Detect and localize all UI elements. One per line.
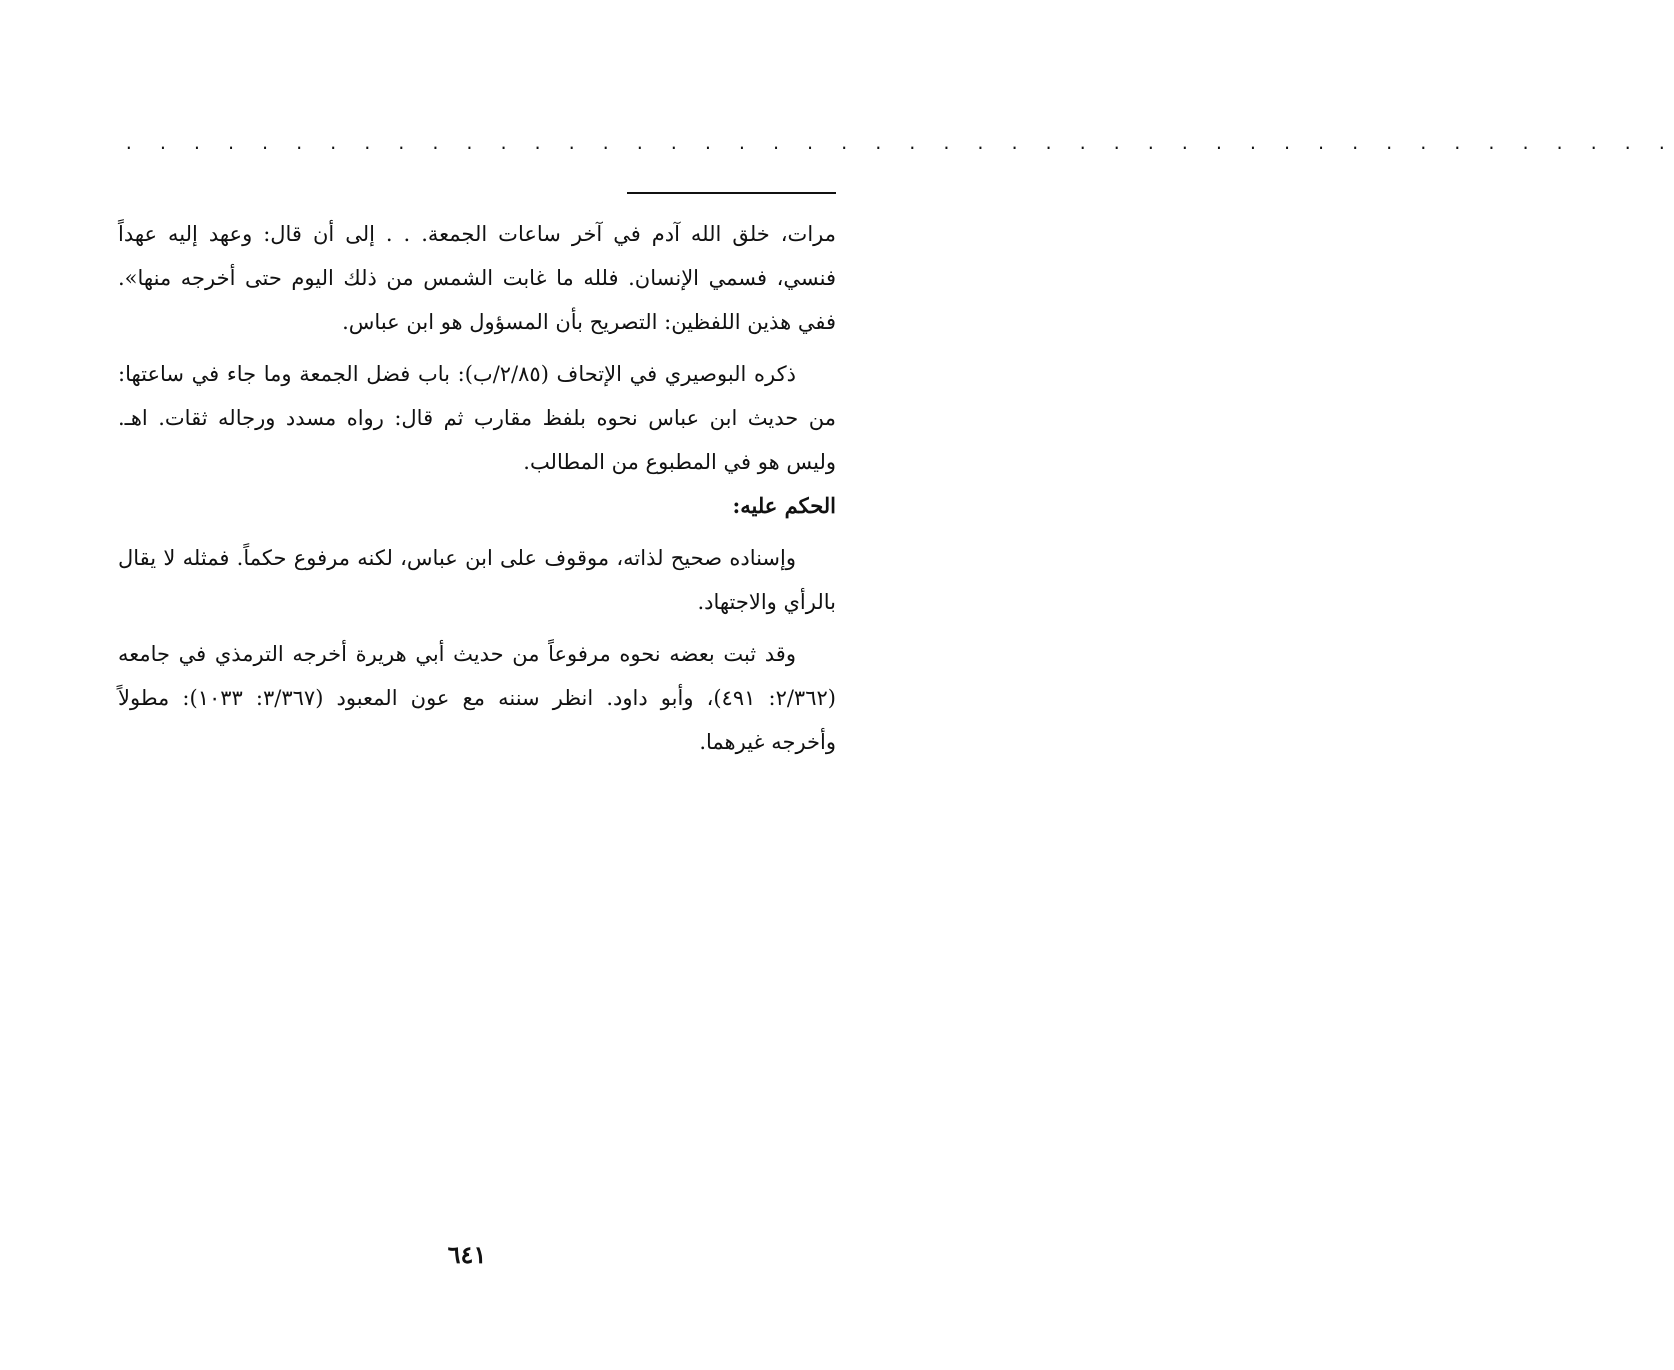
paragraph-continuation: مرات، خلق الله آدم في آخر ساعات الجمعة. . . إلى أن قال: وعهد إليه عهداً فنسي، فسمي الإنسان. فلله ما غابت الشمس من ذلك اليوم حتى أخرجه منها». ففي هذين اللفظين: التصريح بأن المسؤول هو ابن عباس. xyxy=(118,222,836,334)
section-separator-dots: . . . . . . . . . . . . . . . . . . . . . . . . . . . . . . . . . . . . . . . . . . . . . . xyxy=(124,134,1674,153)
footnote-rule xyxy=(627,192,836,194)
section-heading-ruling: الحكم عليه: xyxy=(732,493,836,518)
paragraph-ruling: وإسناده صحيح لذاته، موقوف على ابن عباس، لكنه مرفوع حكماً. فمثله لا يقال بالرأي والاجتهاد. xyxy=(118,546,836,614)
page-number: ٦٤١ xyxy=(447,1240,487,1269)
paragraph-supporting-narration: وقد ثبت بعضه نحوه مرفوعاً من حديث أبي هريرة أخرجه الترمذي في جامعه (٢/٣٦٢: ٤٩١)، وأبو داود. انظر سننه مع عون المعبود (٣/٣٦٧: ١٠٣٣): مطولاً وأخرجه غيرهما. xyxy=(118,642,836,754)
paragraph-busiri-citation: ذكره البوصيري في الإتحاف (٢/٨٥/ب): باب فضل الجمعة وما جاء في ساعتها: من حديث ابن عباس نحوه بلفظ مقارب ثم قال: رواه مسدد ورجاله ثقات. اهـ. وليس هو في المطبوع من المطالب. xyxy=(118,362,836,474)
page-body xyxy=(118,212,836,764)
